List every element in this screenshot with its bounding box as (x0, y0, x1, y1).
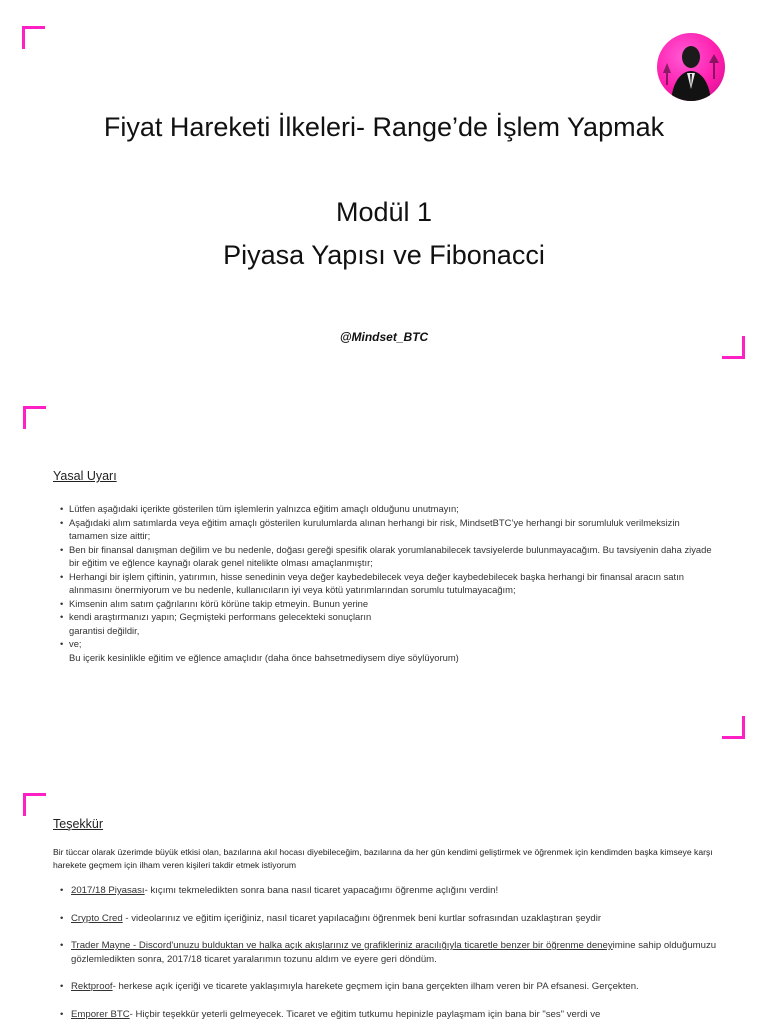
list-item: • Aşağıdaki alım satımlarda veya eğitim amaçlı gösterilen kurulumlarda alınan herhangi bir risk, MindsetBTC’ye herhangi bir sorumluluk verilmeksizin tamamen size aittir; (60, 516, 720, 543)
profile-avatar-icon (657, 33, 725, 101)
thanks-slide (0, 760, 768, 1024)
mention-link[interactable]: Rektproof (71, 981, 113, 992)
list-item: • Herhangi bir işlem çiftinin, yatırımın, hisse senedinin veya değer kaybedebilecek veya değer kaybedebilecek başka herhangi bir finansal aracın satın alınmasını önermiyorum ve bu nedenle, kullanıcıların iyi veya kötü yatırımlarından sorumlu tutulmayacağım; (60, 570, 720, 597)
corner-bracket-bottom-right (722, 716, 745, 739)
mention-link[interactable]: 2017/18 Piyasası (71, 885, 145, 896)
mention-link[interactable]: Trader Mayne - Discord'unuzu bulduktan ve halka açık akışlarınız ve grafikleriniz aracılığıyla ticaretle benzer bir öğrenme deney (71, 940, 613, 951)
mention-text: - herkese açık içeriği ve ticarete yaklaşımıyla harekete geçmem için bana gerçekten ilham veren bir PA efsanesi. Gerçekten. (112, 981, 639, 992)
thanks-intro: Bir tüccar olarak üzerimde büyük etkisi olan, bazılarına akıl hocası diyebileceğim, bazılarına da her gün kendimi geliştirmek ve öğrenmek için kendimden başka kimseye karşı harekete geçmem için ilham veren kişileri takdir etmek istiyorum (53, 847, 713, 870)
corner-bracket-top-left (23, 406, 46, 429)
list-item: • ve; (60, 637, 720, 651)
corner-bracket-top-left (23, 793, 46, 816)
mention-text: imine sahip olduğumuzu gözlemledikten sonra, 2017/18 ticaret yaralarımın tozunu aldım ve eyere geri döndüm. (71, 940, 717, 965)
list-item: • Lütfen aşağıdaki içerikte gösterilen tüm işlemlerin yalnızca eğitim amaçlı olduğunu unutmayın; (60, 502, 720, 516)
mention-text: - videolarınız ve eğitim içeriğiniz, nasıl ticaret yapılacağını öğrenmek beni kurtlar sofrasından uzaklaştıran şeydir (122, 912, 602, 924)
module-title: Modül 1 (335, 197, 433, 227)
list-item: • Ben bir finansal danışman değilim ve bu nedenle, doğası gereği spesifik olarak yorumlanabilecek tavsiyelerde bulunmayacağım. Bu tavsiyenin daha ziyade bir eğitim ve eğlence kaynağı olarak genel nitelikte olması amaçlanmıştır; (60, 543, 720, 570)
disclaimer-heading: Yasal Uyarı (53, 469, 117, 483)
list-item: Bu içerik kesinlikle eğitim ve eğlence amaçlıdır (daha önce bahsetmediysem diye söylüyorum) (69, 651, 459, 663)
list-item (60, 980, 740, 994)
disclaimer-slide (0, 380, 768, 760)
list-item (60, 884, 740, 898)
thanks-list (60, 884, 740, 1035)
disclaimer-list (60, 502, 720, 664)
page-title: Fiyat Hareketi İlkeleri- Range’de İşlem Yapmak (103, 112, 665, 142)
mention-text: - kıçımı tekmeledikten sonra bana nasıl ticaret yapacağımı öğrenme açlığını verdin! (144, 885, 499, 896)
avatar-figure-icon (657, 33, 725, 101)
thanks-heading: Teşekkür (53, 817, 104, 831)
mention-link[interactable]: Emporer BTC (71, 1008, 130, 1020)
corner-bracket-top-left (22, 26, 45, 49)
module-subtitle: Piyasa Yapısı ve Fibonacci (223, 240, 545, 270)
list-item (60, 939, 740, 966)
mention-text: - Hiçbir teşekkür yeterli gelmeyecek. Ticaret ve eğitim tutkumu hepinizle paylaşmam için bana bir "ses" verdi ve (129, 1008, 601, 1020)
list-item (60, 912, 740, 926)
list-item: • Kimsenin alım satım çağrılarını körü körüne takip etmeyin. Bunun yerine (60, 597, 720, 611)
author-handle: @Mindset_BTC (339, 330, 429, 344)
cover-slide (0, 0, 768, 380)
list-item: • kendi araştırmanızı yapın; Geçmişteki performans gelecekteki sonuçların (60, 610, 720, 624)
list-item (60, 1008, 740, 1022)
mention-link[interactable]: Crypto Cred (71, 912, 123, 924)
list-item: garantisi değildir, (69, 624, 140, 636)
